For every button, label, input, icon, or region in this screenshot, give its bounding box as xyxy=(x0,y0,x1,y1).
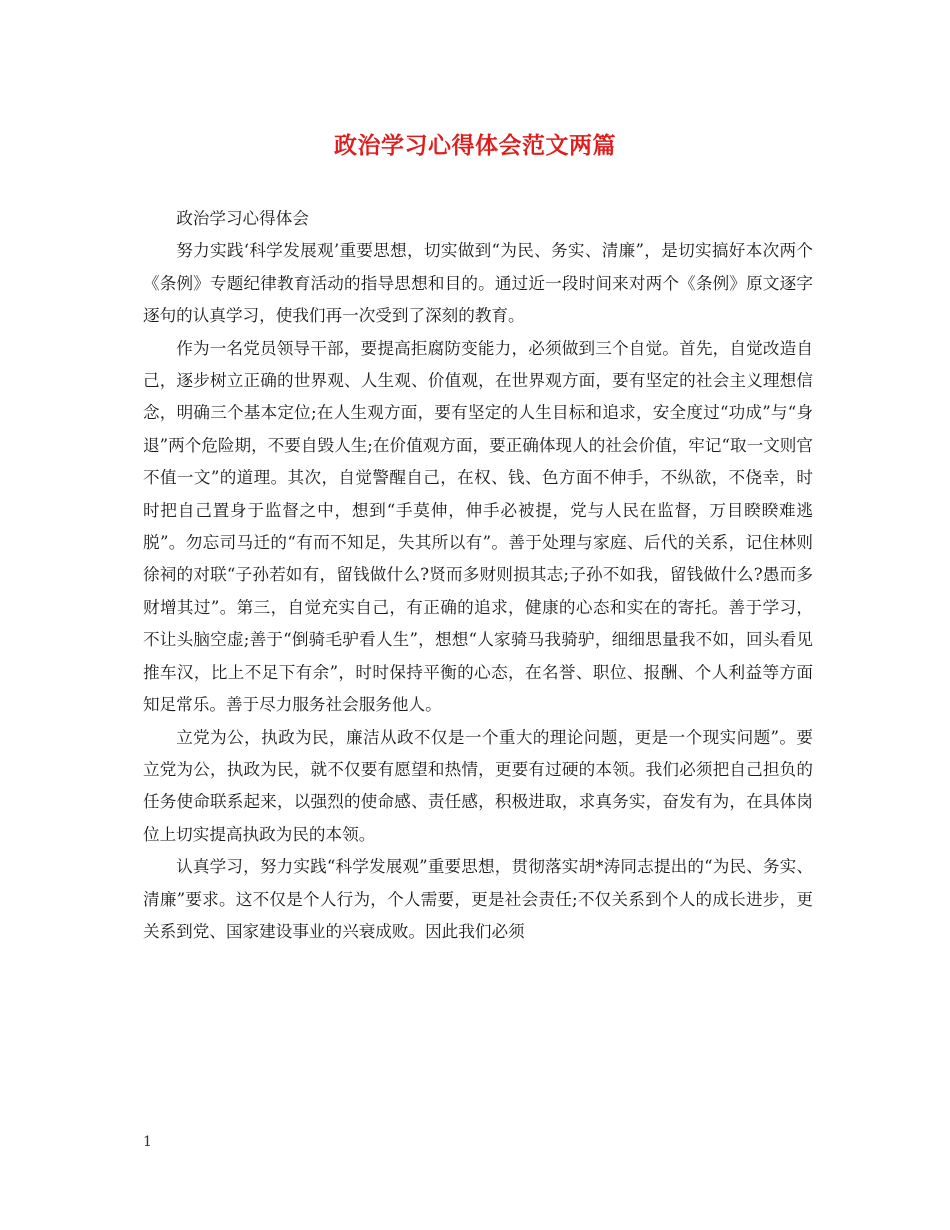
section-heading: 政治学习心得体会 xyxy=(176,209,309,228)
body-paragraph: 立党为公，执政为民，廉洁从政不仅是一个重大的理论问题，更是一个现实问题”。要立党为公，执政为民，就不仅要有愿望和热情，更要有过硬的本领。我们必须把自己担负的任务使命联系起来，以强烈的使命感、责任感，积极进取，求真务实，奋发有为，在具体岗位上切实提高执政为民的本领。 xyxy=(143,727,813,844)
body-paragraph: 认真学习，努力实践“科学发展观”重要思想，贯彻落实胡*涛同志提出的“为民、务实、清廉”要求。这不仅是个人行为，个人需要，更是社会责任;不仅关系到个人的成长进步，更关系到党、国家建设事业的兴衰成败。因此我们必须 xyxy=(143,857,813,941)
body-paragraph: 努力实践‘科学发展观’重要思想，切实做到“为民、务实、清廉”，是切实搞好本次两个《条例》专题纪律教育活动的指导思想和目的。通过近一段时间来对两个《条例》原文逐字逐句的认真学习，使我们再一次受到了深刻的教育。 xyxy=(143,241,813,326)
document-body xyxy=(143,203,813,948)
body-paragraph: 作为一名党员领导干部，要提高拒腐防变能力，必须做到三个自觉。首先，自觉改造自己，逐步树立正确的世界观、人生观、价值观，在世界观方面，要有坚定的社会主义理想信念，明确三个基本定位;在人生观方面，要有坚定的人生目标和追求，安全度过“功成”与“身退”两个危险期，不要自毁人生;在价值观方面，要正确体现人的社会价值，牢记“取一文则官不值一文”的道理。其次，自觉警醒自己，在权、钱、色方面不伸手，不纵欲，不侥幸，时时把自己置身于监督之中，想到“手莫伸，伸手必被提，党与人民在监督，万目睽睽难逃脱”。勿忘司马迁的“有而不知足，失其所以有”。善于处理与家庭、后代的关系，记住林则徐祠的对联“子孙若如有，留钱做什么?贤而多财则损其志;子孙不如我，留钱做什么?愚而多财增其过”。第三，自觉充实自己，有正确的追求，健康的心态和实在的寄托。善于学习，不让头脑空虚;善于“倒骑毛驴看人生”，想想“人家骑马我骑驴，细细思量我不如，回头看见推车汉，比上不足下有余”，时时保持平衡的心态，在名誉、职位、报酬、个人利益等方面知足常乐。善于尽力服务社会服务他人。 xyxy=(143,338,813,715)
document-title: 政治学习心得体会范文两篇 xyxy=(334,132,616,159)
page-number: 1 xyxy=(143,1134,152,1150)
